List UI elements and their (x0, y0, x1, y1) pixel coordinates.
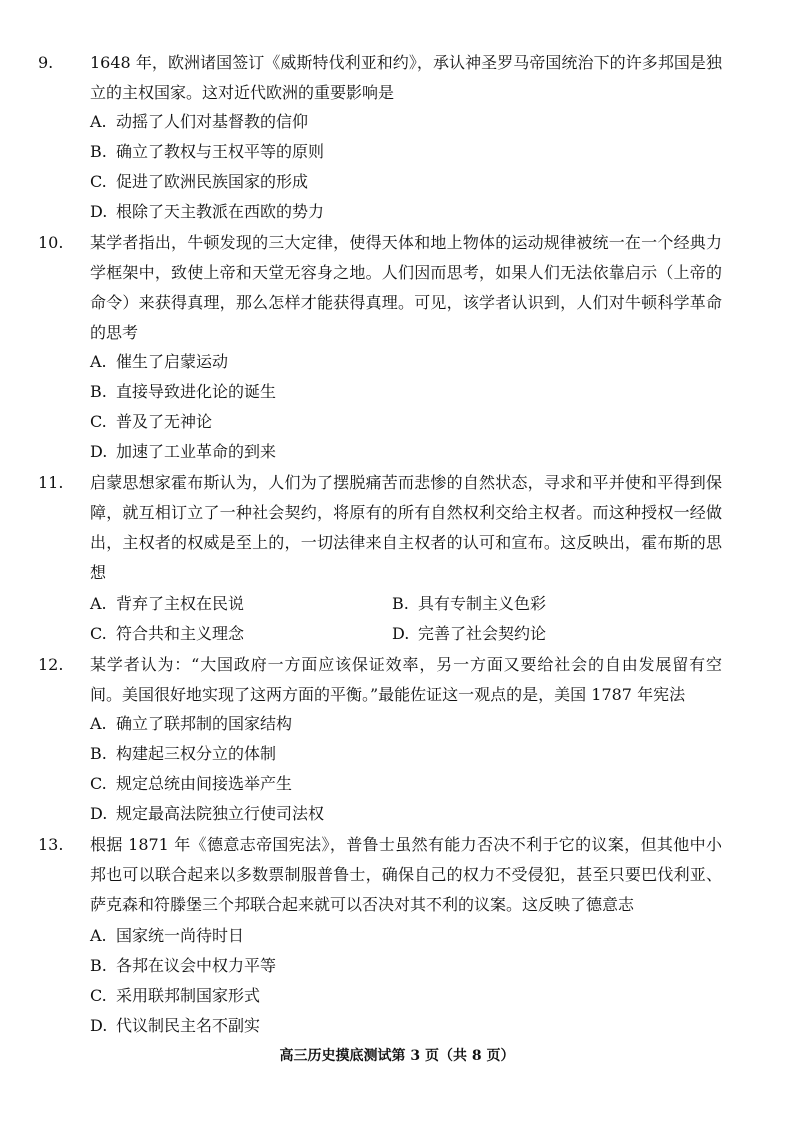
option-label: D. (90, 804, 108, 823)
option-label: B. (90, 142, 107, 161)
option-text: 动摇了人们对基督教的信仰 (116, 112, 309, 131)
option-text: 促进了欧洲民族国家的形成 (116, 172, 309, 191)
question-stem: 某学者认为：“大国政府一方面应该保证效率，另一方面又要给社会的自由发展留有空间。美国很好地实现了这两方面的平衡。”最能佐证这一观点的是，美国 1787 年宪法 (90, 655, 722, 704)
option-label: D. (90, 442, 108, 461)
question-number: 9. (38, 53, 54, 72)
option-label: C. (90, 774, 107, 793)
question-number: 12. (38, 655, 64, 674)
question-number: 10. (38, 233, 64, 252)
option-label: C. (90, 172, 107, 191)
option-text: 普及了无神论 (116, 412, 213, 431)
option-label: C. (90, 986, 107, 1005)
option-text: 规定最高法院独立行使司法权 (116, 804, 325, 823)
option-label: D. (392, 624, 410, 643)
option-label: A. (90, 352, 107, 371)
option-10c (90, 410, 212, 434)
question-stem: 启蒙思想家霍布斯认为，人们为了摆脱痛苦而悲惨的自然状态，寻求和平并使和平得到保障，就互相订立了一种社会契约，将原有的所有自然权利交给主权者。而这种授权一经做出，主权者的权威是至上的，一切法律来自主权者的认可和宣布。这反映出，霍布斯的思想 (90, 473, 722, 582)
option-text: 确立了教权与王权平等的原则 (116, 142, 325, 161)
question-stem: 某学者指出，牛顿发现的三大定律，使得天体和地上物体的运动规律被统一在一个经典力学框架中，致使上帝和天堂无容身之地。人们因而思考，如果人们无法依靠启示（上帝的命令）来获得真理，那么怎样才能获得真理。可见，该学者认识到，人们对牛顿科学革命的思考 (90, 233, 722, 342)
option-13b (90, 954, 276, 978)
option-text: 加速了工业革命的到来 (116, 442, 277, 461)
option-label: B. (90, 382, 107, 401)
option-label: A. (90, 594, 107, 613)
option-10a (90, 350, 228, 374)
option-text: 国家统一尚待时日 (116, 926, 245, 945)
option-11b (392, 592, 546, 616)
option-9c (90, 170, 308, 194)
option-9a (90, 110, 308, 134)
option-label: A. (90, 714, 107, 733)
option-10d (90, 440, 276, 464)
option-label: B. (392, 594, 409, 613)
question-stem: 1648 年，欧洲诸国签订《威斯特伐利亚和约》，承认神圣罗马帝国统治下的许多邦国是独立的主权国家。这对近代欧洲的重要影响是 (90, 53, 722, 102)
option-text: 催生了启蒙运动 (116, 352, 229, 371)
option-label: A. (90, 112, 107, 131)
option-text: 代议制民主名不副实 (116, 1016, 261, 1035)
option-13c (90, 984, 260, 1008)
option-11d (392, 622, 546, 646)
option-12d (90, 802, 324, 826)
option-label: D. (90, 202, 108, 221)
option-9d (90, 200, 324, 224)
option-label: C. (90, 624, 107, 643)
option-text: 具有专制主义色彩 (418, 594, 547, 613)
option-13d (90, 1014, 260, 1038)
option-10b (90, 380, 276, 404)
question-number: 11. (38, 473, 64, 492)
option-12a (90, 712, 292, 736)
page-footer: 高三历史摸底测试第 3 页（共 8 页） (279, 1048, 515, 1064)
option-label: B. (90, 744, 107, 763)
option-text: 各邦在议会中权力平等 (116, 956, 277, 975)
option-text: 完善了社会契约论 (418, 624, 547, 643)
option-text: 规定总统由间接选举产生 (116, 774, 293, 793)
option-11a (90, 592, 244, 616)
option-text: 直接导致进化论的诞生 (116, 382, 277, 401)
option-13a (90, 924, 244, 948)
option-text: 背弃了主权在民说 (116, 594, 245, 613)
option-text: 确立了联邦制的国家结构 (116, 714, 293, 733)
option-9b (90, 140, 324, 164)
option-label: C. (90, 412, 107, 431)
option-11c (90, 622, 244, 646)
option-text: 符合共和主义理念 (116, 624, 245, 643)
option-text: 构建起三权分立的体制 (116, 744, 277, 763)
question-stem: 根据 1871 年《德意志帝国宪法》，普鲁士虽然有能力否决不利于它的议案，但其他中小邦也可以联合起来以多数票制服普鲁士，确保自己的权力不受侵犯，甚至只要巴伐利亚、萨克森和符滕堡三个邦联合起来就可以否决对其不利的议案。这反映了德意志 (90, 835, 722, 914)
option-12c (90, 772, 292, 796)
option-text: 根除了天主教派在西欧的势力 (116, 202, 325, 221)
option-12b (90, 742, 276, 766)
question-number: 13. (38, 835, 64, 854)
option-text: 采用联邦制国家形式 (116, 986, 261, 1005)
option-label: B. (90, 956, 107, 975)
option-label: D. (90, 1016, 108, 1035)
option-label: A. (90, 926, 107, 945)
